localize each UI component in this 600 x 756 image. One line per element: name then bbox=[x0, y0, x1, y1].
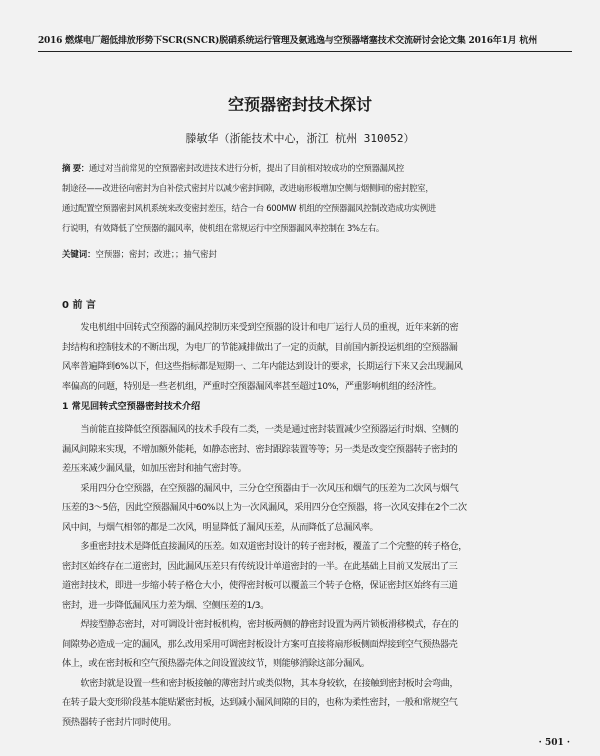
section-heading-1: 1 常见回转式空预器密封技术介绍 bbox=[62, 401, 201, 412]
body-line: 多重密封技术是降低直接漏风的压差。如双道密封设计的转子密封板，覆盖了二个完整的转子格仓， bbox=[80, 541, 468, 552]
abstract-line: 通过配置空预器密封风机系统来改变密封差压，结合一台 600MW 机组的空预器漏风控制改造成功实例进 bbox=[62, 203, 436, 213]
section-1-body bbox=[62, 420, 562, 732]
body-line: 体上，或在密封板和空气预热器壳体之间设置波纹节，则能够消除这部分漏风。 bbox=[62, 658, 370, 669]
section-heading-introduction: 0 前 言 bbox=[62, 300, 96, 311]
keywords-text: 空预器；密封；改进；；抽气密封 bbox=[95, 249, 217, 259]
abstract-line: 摘 要：通过对当前常见的空预器密封改进技术进行分析，提出了目前相对较成功的空预器漏风控 bbox=[62, 163, 404, 173]
body-line: 密封，进一步降低漏风压力差为烟、空侧压差的1/3。 bbox=[62, 599, 269, 611]
abstract bbox=[62, 158, 562, 238]
keywords bbox=[62, 248, 217, 260]
body-line: 间隙势必造成一定的漏风，那么改用采用可调密封板设计方案可直接将扇形板侧面焊接到空气预热器壳 bbox=[62, 638, 458, 650]
body-line: 软密封就是设置一些和密封板接触的薄密封片或类似物，其本身较软，在接触到密封板时会弯曲， bbox=[80, 677, 459, 689]
keywords-label: 关键词： bbox=[62, 249, 96, 259]
paper-title: 空预器密封技术探讨 bbox=[227, 95, 372, 114]
body-line: 封结构和控制技术的不断出现，为电厂的节能减排做出了一定的贡献，目前国内新投运机组的空预器漏 bbox=[62, 341, 458, 353]
body-line: 焊接型静态密封，对可调设计密封板机构，密封板两侧的静密封设置为两片锁板滑移模式，存在的 bbox=[80, 619, 459, 630]
body-line: 在转子最大变形阶段基本能贴紧密封板，达到减小漏风间隙的目的，也称为柔性密封，一般和常规空气 bbox=[62, 697, 458, 708]
body-line: 当前能直接降低空预器漏风的技术手段有二类，一类是通过密封装置减少空预器运行时烟、空侧的 bbox=[80, 424, 459, 435]
author-affiliation: 滕敏华（浙能技术中心，浙江 杭州 310052） bbox=[185, 132, 415, 145]
body-line: 风率普遍降到6%以下，但这些指标都是短期一、二年内能达到设计的要求，长期运行下来又会出现漏风 bbox=[62, 361, 463, 372]
body-line: 密封区始终存在二道密封，因此漏风压差只有传统设计单道密封的一半。在此基础上目前又发展出了三 bbox=[62, 560, 458, 572]
header-rule bbox=[38, 51, 572, 52]
abstract-line: 行说明，有效降低了空预器的漏风率，使机组在常规运行中空预器漏风率控制在 3%左右。 bbox=[62, 223, 384, 233]
body-line: 差压来减少漏风量，如加压密封和抽气密封等。 bbox=[62, 463, 247, 474]
body-line: 采用四分仓空预器，在空预器的漏风中，三分仓空预器由于一次风压和烟气的压差为二次风与烟气 bbox=[80, 482, 459, 494]
abstract-line: 制途径——改进径向密封为自补偿式密封片以减少密封间隙，改进扇形板增加空侧与烟侧间的密封腔室， bbox=[62, 183, 434, 193]
body-line: 发电机组中回转式空预器的漏风控制历来受到空预器的设计和电厂运行人员的重视，近年来新的密 bbox=[80, 322, 459, 333]
abstract-label: 摘 要： bbox=[62, 163, 89, 173]
body-line: 风中间，与烟气相邻的都是二次风，明显降低了漏风压差，从而降低了总漏风率。 bbox=[62, 521, 379, 533]
body-line: 道密封技术，即进一步缩小转子格仓大小，使得密封板可以覆盖三个转子仓格，保证密封区始终有三道 bbox=[62, 580, 458, 591]
running-header: 2016 燃煤电厂超低排放形势下SCR(SNCR)脱硝系统运行管理及氨逃逸与空预器堵塞技术交流研讨会论文集 2016年1月 杭州 bbox=[38, 36, 537, 46]
body-line: 漏风间隙来实现，不增加额外能耗，如静态密封、密封跟踪装置等等；另一类是改变空预器转子密封的 bbox=[62, 443, 458, 455]
body-line: 预热器转子密封片同时使用。 bbox=[62, 716, 177, 728]
body-line: 率偏高的问题，特别是一些老机组，严重时空预器漏风率甚至超过10%，严重影响机组的经济性。 bbox=[62, 380, 442, 392]
section-0-body bbox=[62, 318, 562, 396]
body-line: 压差的3～5倍，因此空预器漏风中60%以上为一次风漏风，采用四分仓空预器，将一次风安排在2个二次 bbox=[62, 502, 467, 513]
page-number: · 501 · bbox=[538, 738, 570, 748]
